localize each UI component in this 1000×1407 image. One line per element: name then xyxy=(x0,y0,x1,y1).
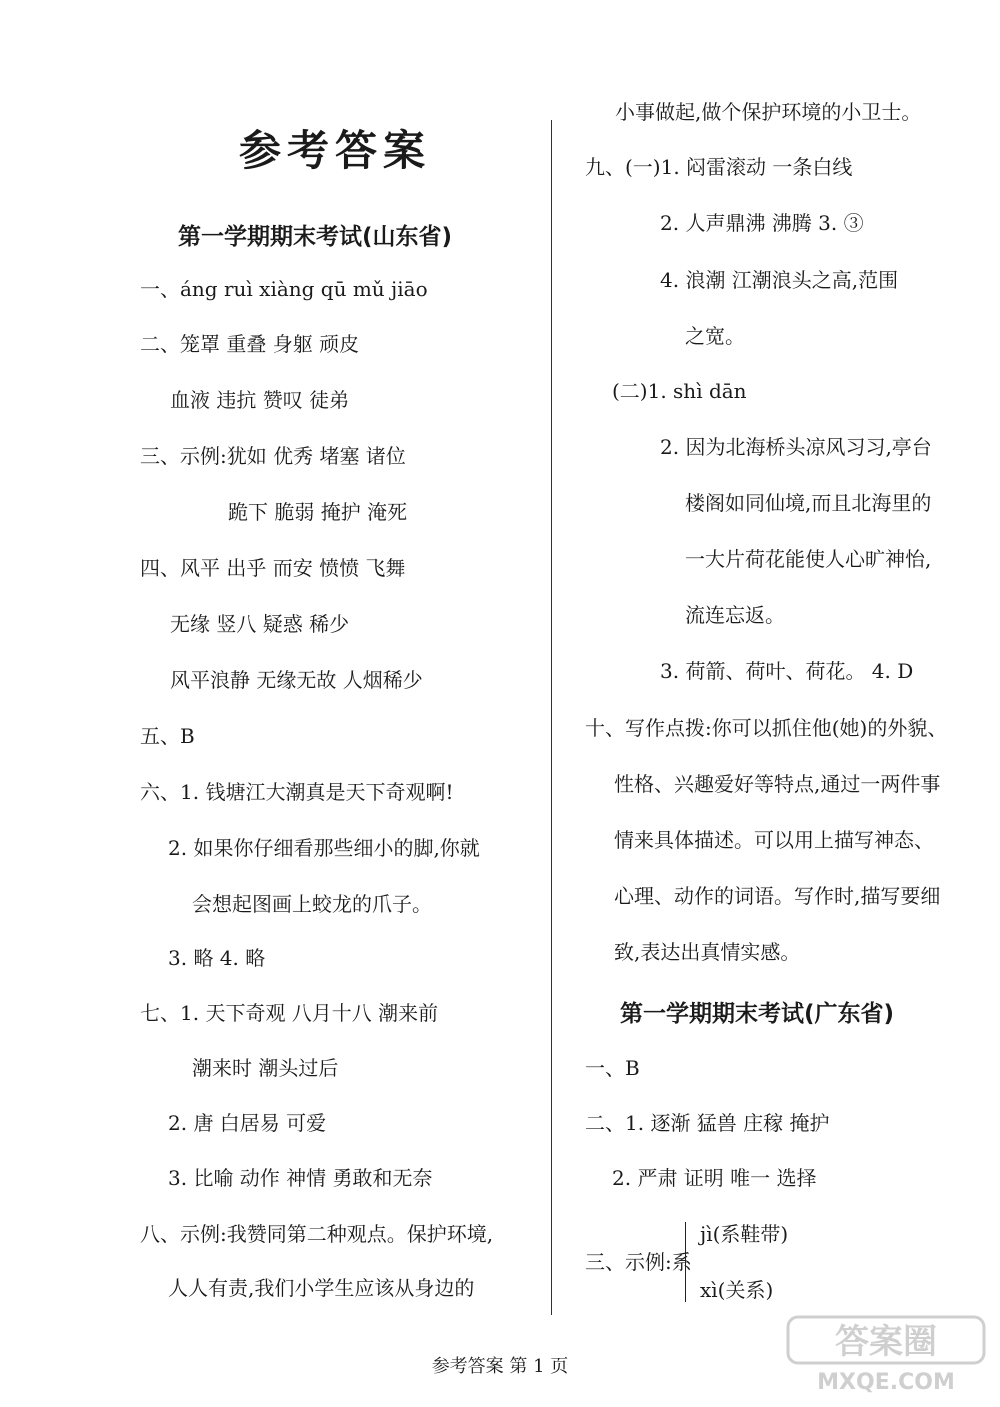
answer-line: 十、写作点拨:你可以抓住他(她)的外貌、 xyxy=(585,716,948,740)
answer-line: 2. 如果你仔细看那些细小的脚,你就 xyxy=(168,836,480,860)
answer-line: 四、风平 出乎 而安 愤愤 飞舞 xyxy=(140,556,406,580)
answer-line: 九、(一)1. 闷雷滚动 一条白线 xyxy=(585,155,853,179)
answer-line: 一、B xyxy=(585,1056,640,1080)
watermark-text: 答案圈 xyxy=(835,1322,937,1362)
answer-line: 三、示例:犹如 优秀 堵塞 诸位 xyxy=(140,444,406,468)
answer-line: 流连忘返。 xyxy=(685,603,785,627)
brace xyxy=(685,1222,696,1302)
answer-line: 一大片荷花能使人心旷神怡, xyxy=(685,547,932,571)
answer-line: 八、示例:我赞同第二种观点。保护环境, xyxy=(140,1222,494,1246)
answer-line: 楼阁如同仙境,而且北海里的 xyxy=(685,491,932,515)
q3-reading: xì(关系) xyxy=(700,1278,774,1302)
page-footer: 参考答案 第 1 页 xyxy=(431,1356,569,1377)
answer-line: 一、áng ruì xiàng qū mǔ jiāo xyxy=(140,277,428,301)
answer-line: 2. 因为北海桥头凉风习习,亭台 xyxy=(660,435,932,459)
answer-line: 2. 唐 白居易 可爱 xyxy=(168,1111,327,1135)
q3-reading: jì(系鞋带) xyxy=(700,1222,789,1246)
answer-line: 情来具体描述。可以用上描写神态、 xyxy=(614,828,934,852)
answer-line: 跪下 脆弱 掩护 淹死 xyxy=(228,500,408,524)
answer-line: 3. 荷箭、荷叶、荷花。 4. D xyxy=(660,659,914,683)
section-title-guangdong: 第一学期期末考试(广东省) xyxy=(620,1001,895,1027)
answer-line: 3. 比喻 动作 神情 勇敢和无奈 xyxy=(168,1166,433,1190)
answer-line: 风平浪静 无缘无故 人烟稀少 xyxy=(170,668,423,692)
answer-line: 致,表达出真情实感。 xyxy=(614,940,801,964)
answer-line: 五、B xyxy=(140,724,195,748)
answer-line: 六、1. 钱塘江大潮真是天下奇观啊! xyxy=(140,780,454,804)
answer-line: 会想起图画上蛟龙的爪子。 xyxy=(192,892,432,916)
answer-line: 性格、兴趣爱好等特点,通过一两件事 xyxy=(614,772,941,796)
answer-line: 之宽。 xyxy=(685,324,745,348)
answer-line: 2. 严肃 证明 唯一 选择 xyxy=(612,1166,817,1190)
answer-line: 二、笼罩 重叠 身躯 顽皮 xyxy=(140,332,360,356)
column-divider xyxy=(551,120,552,1315)
watermark-url: MXQE.COM xyxy=(817,1370,955,1395)
answer-line: 血液 违抗 赞叹 徒弟 xyxy=(170,388,350,412)
answer-line: 2. 人声鼎沸 沸腾 3. ③ xyxy=(660,211,864,235)
answer-line: 二、1. 逐渐 猛兽 庄稼 掩护 xyxy=(585,1111,830,1135)
answer-line: 七、1. 天下奇观 八月十八 潮来前 xyxy=(140,1001,439,1025)
answer-line: 4. 浪潮 江潮浪头之高,范围 xyxy=(660,268,899,292)
answer-line: 人人有责,我们小学生应该从身边的 xyxy=(168,1276,475,1300)
answer-line: (二)1. shì dān xyxy=(612,379,747,403)
watermark-logo xyxy=(786,1315,986,1395)
answer-line: 心理、动作的词语。写作时,描写要细 xyxy=(614,884,941,908)
answer-line: 小事做起,做个保护环境的小卫士。 xyxy=(615,100,922,124)
answer-line: 无缘 竖八 疑惑 稀少 xyxy=(170,612,350,636)
q3-prefix: 三、示例:系 xyxy=(585,1250,692,1274)
section-title-shandong: 第一学期期末考试(山东省) xyxy=(178,224,453,250)
answer-line: 潮来时 潮头过后 xyxy=(192,1056,339,1080)
page-title: 参考答案 xyxy=(238,126,431,175)
answer-line: 3. 略 4. 略 xyxy=(168,946,266,970)
